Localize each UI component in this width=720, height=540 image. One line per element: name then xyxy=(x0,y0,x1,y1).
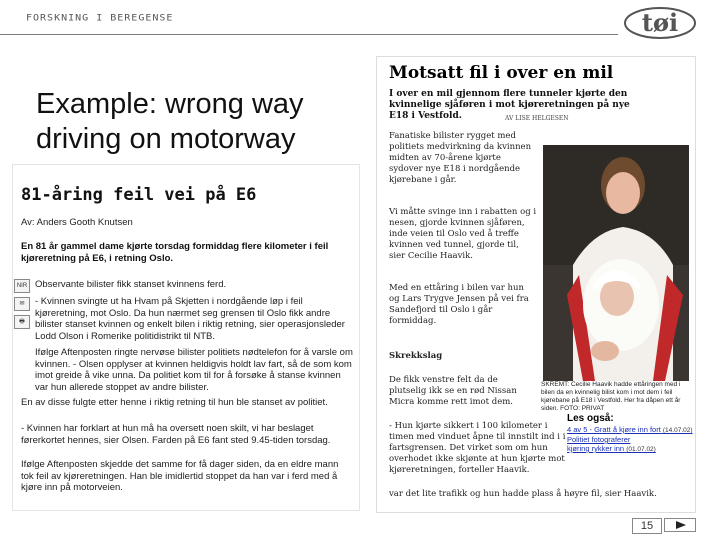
related-link-date: (14.07.02) xyxy=(662,427,693,434)
page-number: 15 xyxy=(632,518,662,534)
header-org-text: FORSKNING I BEREGENSE xyxy=(26,13,174,24)
left-article-byline: Av: Anders Gooth Knutsen xyxy=(21,217,133,228)
related-link-text[interactable]: Politiet fotograferer xyxy=(567,435,631,444)
related-link-text[interactable]: kjøring rykker inn xyxy=(567,444,625,453)
photo-caption: SKREMT: Cecilie Haavik hadde ettåringen med i bilen da en kvinnelig bilist kom i mot dem i feil kjørebane på E18 i Vestfold. Her fra dåpen ett år siden. FOTO: PRIVAT xyxy=(541,381,681,412)
right-arrow-icon[interactable] xyxy=(664,518,696,532)
right-paragraph: Fanatiske bilister rygget med politiets medvirkning da kvinnen midten av 70-årene kjørte sydover nye E18 i nordgående kjørebane i går. xyxy=(389,131,532,185)
right-paragraph-subhead: Skrekkslag xyxy=(389,351,443,361)
slide-footer xyxy=(632,516,704,534)
logo-text: tøi xyxy=(641,8,679,37)
related-link[interactable] xyxy=(567,435,695,444)
right-paragraph: var det lite trafikk og hun hadde plass å høyre fil, sier Haavik. xyxy=(389,489,657,499)
slide-title-line-1: Example: wrong way xyxy=(36,88,304,120)
left-paragraph: Observante bilister fikk stanset kvinnens ferd. xyxy=(35,279,227,290)
header-divider xyxy=(0,34,618,35)
right-article-title: Motsatt fil i over en mil xyxy=(389,63,614,83)
nir-icon[interactable]: NIR xyxy=(14,279,30,293)
left-paragraph: En av disse fulgte etter henne i riktig retning til hun ble stanset av politiet. xyxy=(21,397,328,408)
related-link[interactable] xyxy=(567,425,695,435)
right-paragraph: Vi måtte svinge inn i rabatten og i nesen, gjorde kvinnen sjåføren, inde veien til Oslo ved å treffe kvinnen ved tunnel, gjorde til, sier Cecilie Haavik. xyxy=(389,207,537,261)
left-article-clipping xyxy=(12,164,360,511)
right-article-byline: AV LISE HELGESEN xyxy=(505,115,569,122)
slide-title xyxy=(36,87,304,157)
related-link-date: (01.07.02) xyxy=(626,446,656,453)
left-article-title: 81-åring feil vei på E6 xyxy=(21,185,257,205)
right-paragraph: Med en ettåring i bilen var hun og Lars Trygve Jensen på vei fra Sandefjord til Oslo i går formiddag. xyxy=(389,283,529,326)
les-ogsa-box xyxy=(567,413,695,454)
left-article-lead: En 81 år gammel dame kjørte torsdag formiddag flere kilometer i feil kjøreretning på E6, i retning Oslo. xyxy=(21,241,329,264)
toi-logo xyxy=(622,6,698,40)
left-paragraph: - Kvinnen svingte ut ha Hvam på Skjetten i nordgående løp i feil kjøreretning, mot Oslo. Da hun nærmet seg grensen til Oslo fikk andre bilister stanset kvinnen og enkelt bilen i riktig retning, sier operasjonsleder Lodd Olson i Romerike politidistrikt til NTB. xyxy=(35,296,345,342)
right-paragraph: - Hun kjørte sikkert i 100 kilometer i timen med vinduet åpne til innstilt ind i i fartsgrensen. Det virket som om hun overhodet ikke skjønte at hun kjørte mot kjøreretningen, forteller Haavik. xyxy=(389,421,566,475)
print-icon[interactable]: 🖶 xyxy=(14,315,30,329)
left-paragraph: Ifølge Aftenposten ringte nervøse bilister politiets nødtelefon for å varsle om kvinnen. - Olsen opplyser at kvinnen heldigvis holdt lav fart, så de som kom imot greide å vike unna. Da politiet kom til for å forsøke å stanse kvinnen var hun allerede stoppet av andre bilister. xyxy=(35,347,353,393)
related-link-text[interactable]: 4 av 5 - Gratt å kjøre inn fort xyxy=(567,425,661,434)
email-icon[interactable]: ✉ xyxy=(14,297,30,311)
right-paragraph: De fikk venstre felt da de plutselig ikk se en rød Nissan Micra komme rett imot dem. xyxy=(389,375,517,407)
right-article-clipping xyxy=(376,56,696,513)
related-link[interactable] xyxy=(567,444,695,454)
right-article-subtitle: I over en mil gjennom flere tunneler kjørte den kvinnelige sjåføren i mot kjøreretningen på nye E18 i Vestfold. xyxy=(389,89,630,121)
les-ogsa-heading: Les også: xyxy=(567,413,614,424)
left-paragraph: Ifølge Aftenposten skjedde det samme for få dager siden, da en eldre mann tok feil av kjøreretningen. Han ble imidlertid stoppet da han var i ferd med å kjøre inn på motorveien. xyxy=(21,459,339,493)
left-paragraph: - Kvinnen har forklart at hun må ha oversett noen skilt, vi har beslaget førerkortet hennes, sier Olsen. Farden på E6 fant sted 9.45-tiden torsdag. xyxy=(21,423,331,446)
slide-title-line-2: driving on motorway xyxy=(36,123,296,155)
article-photo xyxy=(543,145,689,381)
